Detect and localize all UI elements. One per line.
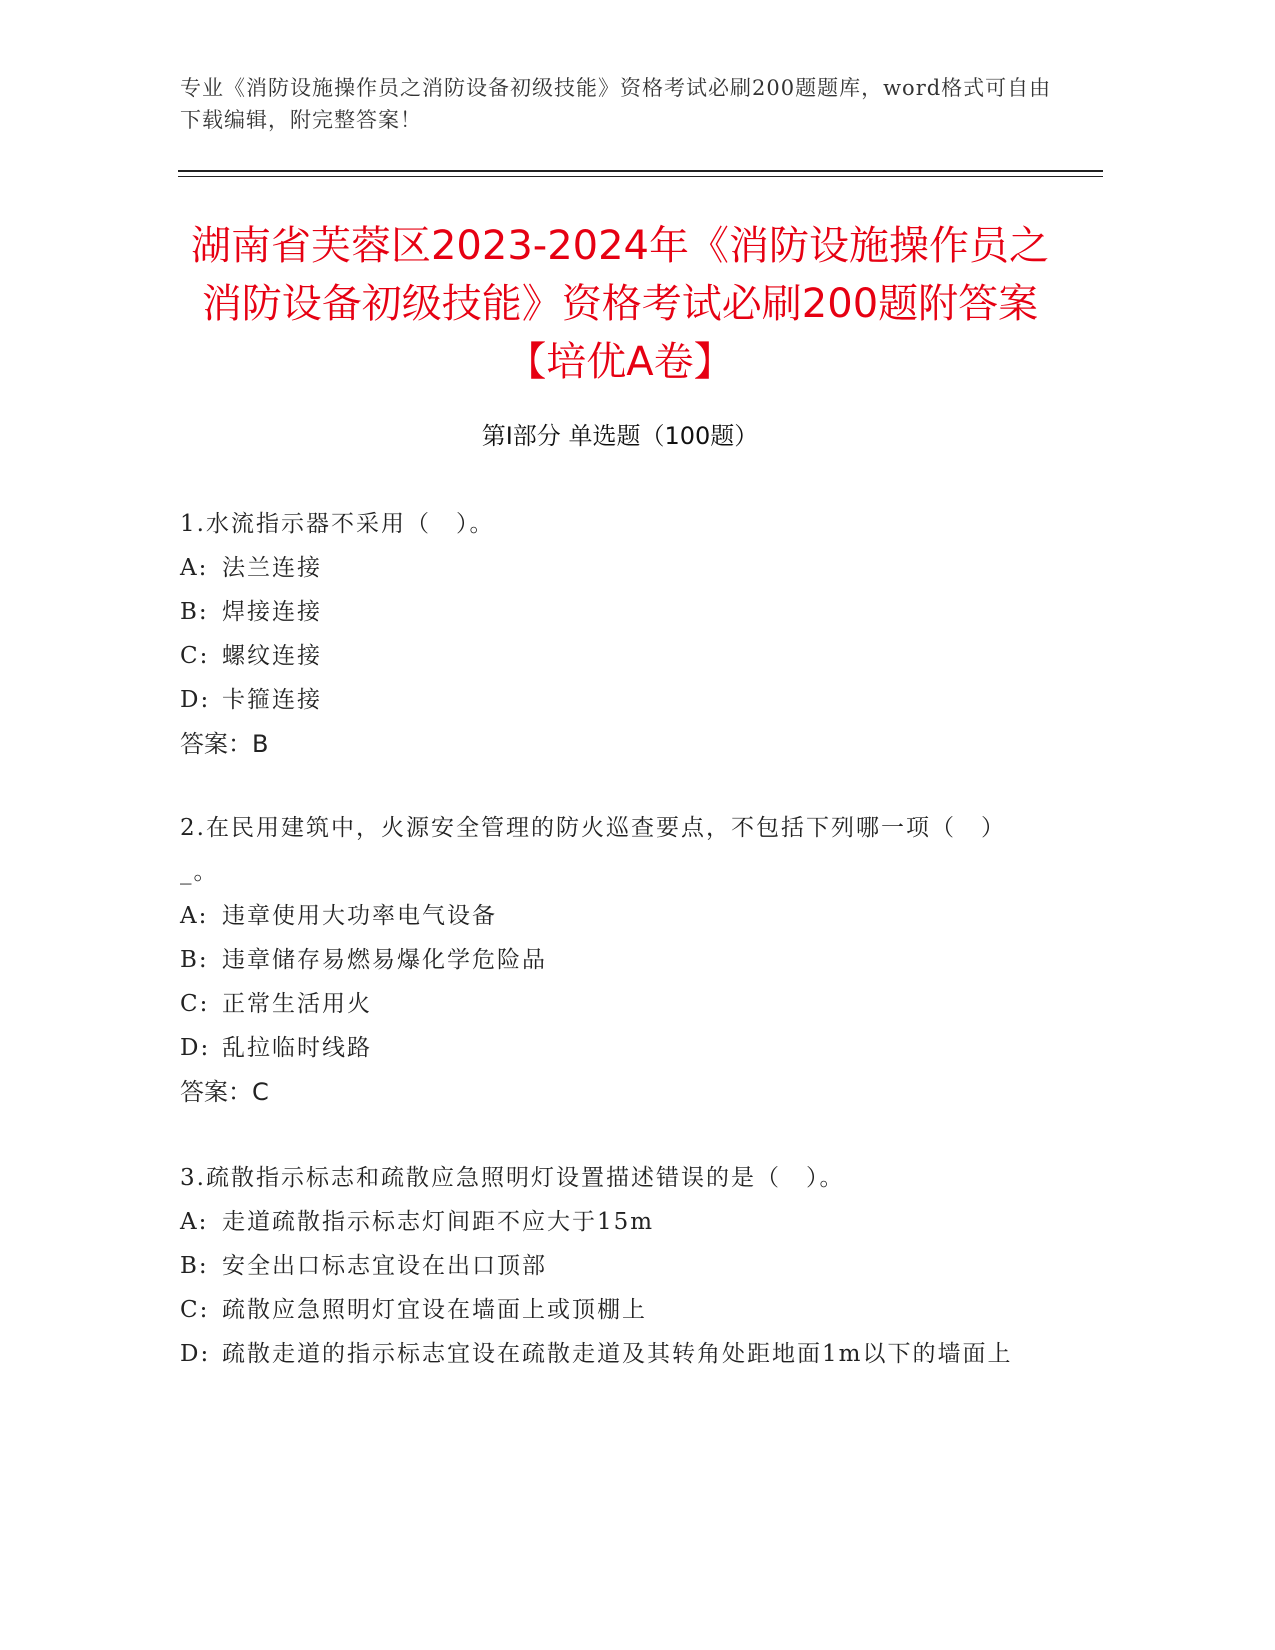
option-letter: C:	[180, 1297, 210, 1323]
question-stem: 1.水流指示器不采用（ ）。	[180, 511, 495, 537]
option-text: 违章储存易燃易爆化学危险品	[222, 947, 547, 973]
option-b	[180, 938, 1040, 982]
header-rule-thick	[178, 170, 1103, 172]
option-letter: C:	[180, 643, 210, 669]
option-letter: A:	[180, 903, 209, 929]
option-letter: B:	[180, 599, 209, 625]
question-stem: 3.疏散指示标志和疏散应急照明灯设置描述错误的是（ ）。	[180, 1165, 845, 1191]
option-letter: C:	[180, 991, 210, 1017]
option-c	[180, 1288, 1040, 1332]
option-letter: D:	[180, 1035, 211, 1061]
option-d	[180, 1026, 1040, 1070]
option-a	[180, 1200, 1040, 1244]
option-text: 焊接连接	[222, 599, 322, 625]
question-2	[180, 806, 1040, 1114]
document-title: 湖南省芙蓉区2023-2024年《消防设施操作员之消防设备初级技能》资格考试必刷200题附答案【培优A卷】	[190, 223, 1050, 385]
header-rule-thin	[178, 176, 1103, 177]
option-text: 卡箍连接	[222, 687, 322, 713]
option-a	[180, 546, 1040, 590]
option-text: 安全出口标志宜设在出口顶部	[222, 1253, 547, 1279]
option-letter: A:	[180, 1209, 209, 1235]
option-letter: B:	[180, 947, 209, 973]
option-text: 疏散走道的指示标志宜设在疏散走道及其转角处距地面1m以下的墙面上	[222, 1341, 1013, 1367]
answer: 答案：B	[180, 730, 269, 758]
option-text: 正常生活用火	[222, 991, 372, 1017]
option-text: 法兰连接	[222, 555, 322, 581]
option-d	[180, 678, 1040, 722]
answer: 答案：C	[180, 1078, 269, 1106]
option-letter: B:	[180, 1253, 209, 1279]
option-b	[180, 590, 1040, 634]
option-text: 螺纹连接	[222, 643, 322, 669]
option-c	[180, 982, 1040, 1026]
option-a	[180, 894, 1040, 938]
question-stem: 2.在民用建筑中，火源安全管理的防火巡查要点，不包括下列哪一项（ ）_。	[180, 815, 1006, 885]
question-3	[180, 1156, 1040, 1376]
header-note: 专业《消防设施操作员之消防设备初级技能》资格考试必刷200题题库，word格式可自由下载编辑，附完整答案！	[180, 76, 1052, 132]
option-letter: D:	[180, 1341, 211, 1367]
option-text: 疏散应急照明灯宜设在墙面上或顶棚上	[222, 1297, 647, 1323]
option-letter: A:	[180, 555, 209, 581]
option-text: 乱拉临时线路	[222, 1035, 372, 1061]
option-text: 走道疏散指示标志灯间距不应大于15m	[222, 1209, 655, 1235]
option-d	[180, 1332, 1040, 1376]
section-heading: 第Ⅰ部分 单选题（100题）	[481, 422, 759, 450]
option-letter: D:	[180, 687, 211, 713]
option-c	[180, 634, 1040, 678]
question-1	[180, 502, 1040, 766]
option-b	[180, 1244, 1040, 1288]
option-text: 违章使用大功率电气设备	[222, 903, 497, 929]
